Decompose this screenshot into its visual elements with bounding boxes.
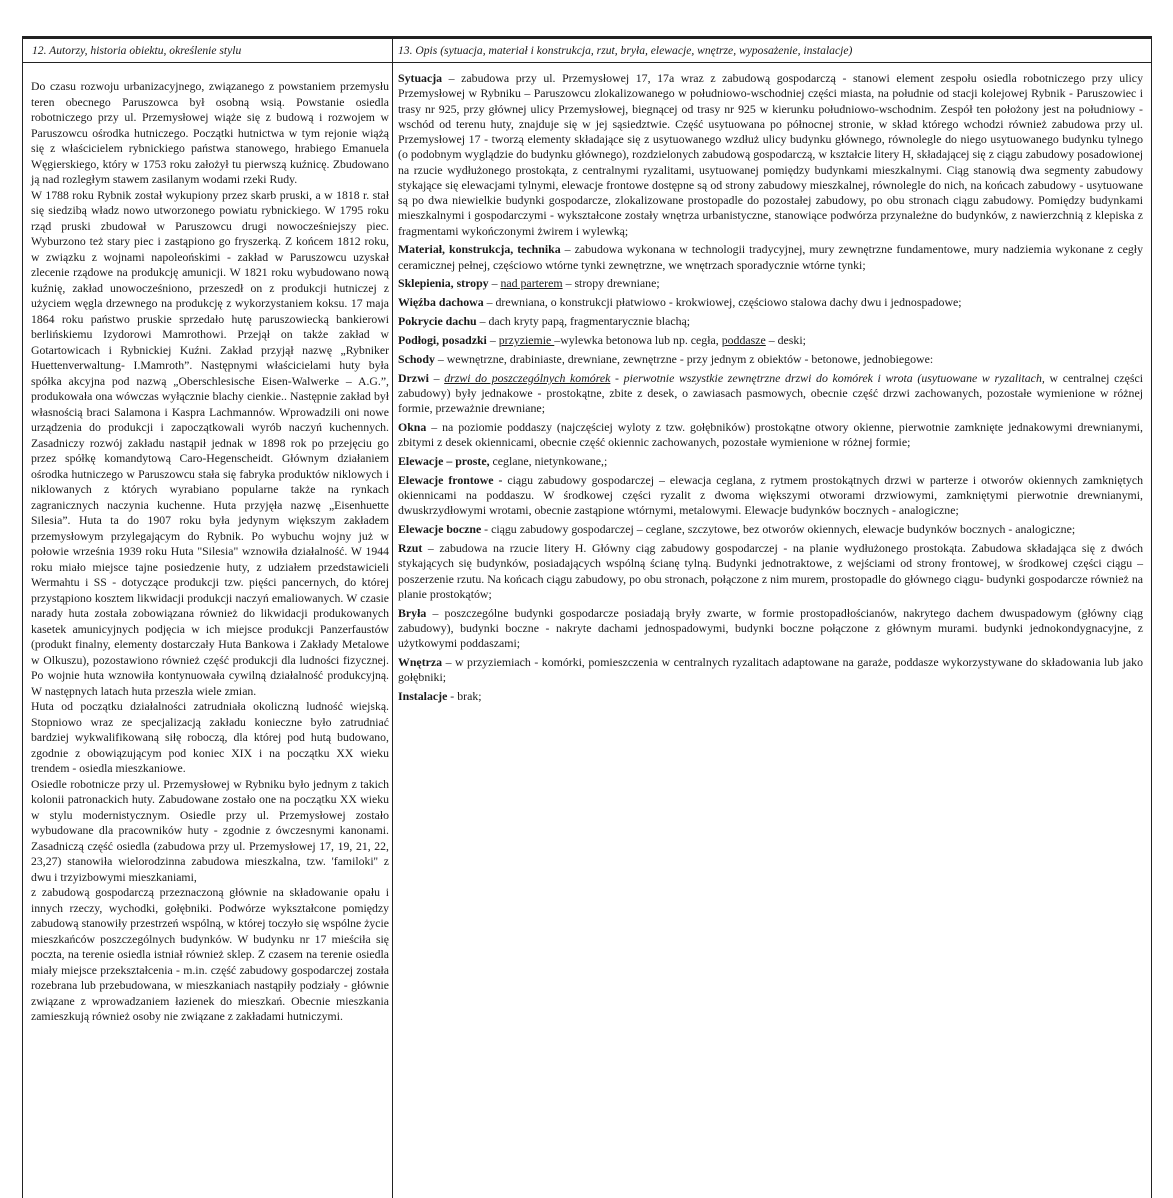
entry-underlined: nad parterem	[500, 276, 563, 291]
entry-sklepienia	[398, 276, 1143, 291]
entry-bryla	[398, 606, 1143, 652]
entry-sytuacja	[398, 71, 1143, 239]
entry-label: Schody	[398, 351, 435, 366]
entry-dash: –	[428, 370, 445, 385]
history-paragraph: Osiedle robotnicze przy ul. Przemysłowej w Rybniku było jednym z takich kolonii patronackich huty. Zabudowane zostało one na początku XX wieku w stylu modernistycznym. Osiedle przy ul. Przemysłowej zostało wybudowane dla pracowników huty - zgodnie z ówczesnymi kanonami. Zasadniczą część osiedla (zabudowa przy ul. Przemysłowej 17, 19, 21, 22, 23,27) stanowiła wielorodzinna zabudowa mieszkalna, tzw. 'familoki'' z dwu i trzyizbowymi mieszkaniami,	[31, 777, 389, 884]
entry-text: - brak;	[447, 689, 482, 704]
entry-text: – poszczególne budynki gospodarcze posiadają bryły zwarte, w formie prostopadłościanów, nakrytego dachem dwuspadowym (główny ciąg zabudowy), budynki boczne - nakryte dachami jednospadowymi, budynki boczne połączone z głównym murami. budynki jednokondygnacyjne, z użytkowymi poddaszami;	[398, 605, 1143, 651]
entry-text: – w przyziemiach - komórki, pomieszczenia w centralnych ryzalitach adaptowane na garaże, poddasze wykorzystywane do składowania lub jako gołębniki;	[398, 655, 1143, 685]
entry-text: – stropy drewniane;	[562, 276, 660, 291]
entry-label: Wnętrza	[398, 655, 443, 670]
entry-label: Pokrycie dachu	[398, 314, 477, 329]
entry-text: – zabudowa przy ul. Przemysłowej 17, 17a wraz z zabudową gospodarczą - stanowi element zespołu osiedla robotniczego przy ulicy Przemysłowej w Rybniku – Paruszowcu zlokalizowanego w południowo-wschodniej części miasta, na południe od stacji kolejowej Rybnik - Paruszowiec i trasy nr 925, przy głównej ulicy Przemysłowej, biegnącej od trasy nr 925 w kierunku południowo-wschodnim. Zespół ten położony jest na południowy - wschód od terenu huty, znajduje się w jej sąsiedztwie. Część usytuowana po północnej stronie, w skład którego wchodzi również zabudowa przy ul. Przemysłowej 17 - tworzą elementy składające się z usytuowanego wzdłuż ulicy budynku głównego, równolegle do niego usytuowanego budynku tylnego (o podobnym wyglądzie do budynku głównego), rozdzielonych zabudową gospodarczą, w kształcie litery H, składającej się z ciągu zabudowy posadowionej na rzucie wydłużonego prostokąta, z centralnymi ryzalitami, usytuowanej pomiędzy budynkami mieszkalnymi. Ciąg stanowią dwa segmenty zabudowy stykające się elewacjami tylnymi, elewacje frontowe dostępne są od strony zabudowy mieszkalnej, równolegle do nich, na końcach zabudowy - usytuowane są po dwa niewielkie budynki gospodarcze, zlokalizowane prostopadle do pozostałej zabudowy, po obu stronach ciągu zabudowy. Pomiędzy budynkami mieszkalnymi i gospodarczymi - wykształcone zostały wnętrza urbanistyczne, stanowiące podwórza przynależne do budynków, z nawierzchnią z klepiska z fragmentami wykończonymi żwirem i wylewką;	[398, 71, 1143, 238]
entry-label: Materiał, konstrukcja, technika	[398, 242, 561, 257]
section-13-header: 13. Opis (sytuacja, materiał i konstrukcja, rzut, bryła, elewacje, wnętrze, wyposażenie, instalacje)	[398, 44, 853, 57]
entry-text: – deski;	[765, 332, 806, 347]
entry-underlined: poddasze	[721, 332, 766, 347]
history-paragraph: Huta od początku działalności zatrudniała okoliczną ludność wiejską. Stopniowo wraz ze specjalizacją zakładu konieczne było zatrudniać bardziej wykwalifikowaną siłę roboczą, dla której pod hutą budowano, zgodnie z obowiązującym pod koniec XIX i na początku XX wieku trendem - osiedla mieszkaniowe.	[31, 700, 389, 775]
entry-label: Więźba dachowa	[398, 295, 484, 310]
entry-drzwi	[398, 371, 1143, 417]
entry-text: – drewniana, o konstrukcji płatwiowo - krokwiowej, częściowo stalowa dachy dwu i jednospadowe;	[483, 295, 962, 310]
entry-text: – zabudowa wykonana w technologii tradycyjnej, mury zewnętrzne fundamentowe, mury nadziemia wykonane z cegły ceramicznej pełnej, częściowo wtórne tynki zewnętrzne, we wnętrzach sporadycznie wtórne tynki;	[398, 242, 1143, 272]
column-divider	[392, 38, 393, 1198]
entry-label: Instalacje	[398, 689, 448, 704]
entry-podlogi	[398, 333, 1143, 348]
header-rule	[22, 62, 1152, 63]
entry-label: Elewacje frontowe -	[398, 472, 503, 487]
entry-underlined: drzwi do poszczególnych komórek	[444, 370, 611, 385]
entry-label: Sytuacja	[398, 71, 443, 85]
entry-text: w centralnej części zabudowy) były jednakowe - prostokątne, zbite z desek, o zawiasach pasmowych, obecnie część drzwi zachowanych, pozostałe wymienione w różnej formie, przeważnie drewniane;	[398, 370, 1143, 416]
entry-dash: –	[488, 276, 501, 291]
entry-label: Sklepienia, stropy	[398, 276, 489, 291]
entry-wiezba	[398, 295, 1143, 310]
entry-text: – dach kryty papą, fragmentarycznie blachą;	[476, 314, 691, 329]
history-column	[31, 79, 389, 1025]
entry-text: ciągu zabudowy gospodarczej – elewacja ceglana, z rytmem prostokątnych drzwi w parterze i otworów okiennych zamkniętych okiennicami na poddaszu. W środkowej części ryzalit z dwoma większymi otworami drzwiowymi, zamkniętymi pierwotnie drewnianymi, dwuskrzydłowymi wrotami, obecnie zastąpione wtórnymi, metalowymi. Elewacje budynków bocznych - analogiczne;	[398, 472, 1143, 518]
entry-instalacje	[398, 689, 1143, 704]
description-column	[398, 71, 1143, 708]
entry-underlined: przyziemie	[498, 332, 555, 347]
entry-italic: - pierwotnie wszystkie zewnętrzne drzwi do komórek i wrota (usytuowane w ryzalitach,	[610, 370, 1045, 385]
entry-label: Elewacje boczne	[398, 522, 482, 537]
entry-text: – na poziomie poddaszy (najczęściej wyloty z tzw. gołębników) prostokątne otwory okienne, pierwotnie zamknięte jednakowymi drewnianymi, zbitymi z desek okiennicami, obecnie część okiennic zachowanych, pozostałe wymienione w różnej formie;	[398, 420, 1143, 450]
history-paragraph: W 1788 roku Rybnik został wykupiony przez skarb pruski, a w 1818 r. stał się siedzibą władz nowo utworzonego powiatu rybnickiego. W 1795 roku rząd pruski zbudował w Paruszowcu drugi nowocześniejszy piec. Wyburzono też stary piec i zastąpiono go fryszerką. Z końcem 1812 roku, w związku z wojnami napoleońskimi - zakład w Paruszowcu uzyskał zlecenie rządowe na produkcję amunicji. W 1821 roku wybudowano nową kuźnię, zakład unowocześniono, przeszedł on z produkcji hutniczej z użyciem węgla drzewnego na produkcję z wykorzystaniem koksu. 17 maja 1864 roku państwo pruskie sprzedało hutę paruszowiecką bankierowi berlińskiemu Izydorowi Mamrothowi. Przejął on także zakład w Gotartowicach i Rybnickiej Kuźni. Zakład przyjął nazwę „Rybniker Huettenverwaltung- I.Mamroth”. Następnymi właścicielami huty była spółka akcyjna pod nazwą „Oberschlesische Eisen-Walwerke – A.G.”, produkowała ona wówczas wyłącznie blachy cienkie.. Następnie zakład był własnością braci Salamona i Kaspra Lachmannów. Wprowadzili oni nowe urządzenia do produkcji i zapoczątkowali wyrób naczyń kuchennych. Zasadniczy rozwój zakładu nastąpił jednak w 1898 rok po przejęciu go przez spółkę komandytową Caro-Hegenscheidt. Głównym działaniem ośrodka hutniczego w Paruszowcu stała się fabryka produktów niklowych i niklowanych z których wyrabiano popularne także na rynkach zagranicznych naczynia kuchenne. Huta przyjęła nazwę „Eisenhuette Silesia”. Huta ta do 1907 roku była jedynym większym zakładem przemysłowym przylegającym do Rybnik. Po wybuchu wojny już w połowie września 1939 roku Huta "Silesia" wznowiła działalność. W 1944 roku miało miejsce tajne posiedzenie huty, z udziałem przedstawicieli Wermahtu i SS - dotyczące produkcji tzw. pięści pancernych, do której przystąpiono kosztem likwidacji produkcji naczyń emaliowanych. W czasie narady huta została zobowiązana również do likwidacji produkowanych kasetek amunicyjnych podjęcia w ich miejsce produkcji Panzerfaustów (produkt finalny, elementy dostarczały Huta Bankowa i Zakłady Metalowe w Olkuszu), pozostawiono również część produkcji dla ludności fizycznej. Po wojnie huta wznowiła kontynuowała cywilną działalność produkcyjną. W następnych latach huta przeszła wiele zmian.	[31, 188, 389, 698]
entry-elewacje-frontowe	[398, 473, 1143, 519]
section-12-header: 12. Autorzy, historia obiektu, określenie stylu	[32, 44, 242, 57]
entry-text: – wewnętrzne, drabiniaste, drewniane, zewnętrzne - przy jednym z obiektów - betonowe, jednobiegowe:	[434, 351, 934, 366]
entry-text: ceglane, nietynkowane,;	[489, 454, 608, 469]
entry-rzut	[398, 541, 1143, 602]
history-paragraph: Do czasu rozwoju urbanizacyjnego, związanego z powstaniem przemysłu teren obecnego Paruszowca był osobną wsią. Powstanie osiedla robotniczego przy ul. Przemysłowej wiąże się z budową i rozwojem w Paruszowcu ośrodka hutniczego. Początki hutnictwa w tym rejonie wiążą się z właścicielem rybnickiego państwa stanowego, hrabiego Emanuela Węgierskiego, który w 1753 roku założył tu pierwszą kuźnicę. Zbudowano ją nad rozległym stawem zasilanym wodami rzeki Rudy.	[31, 80, 389, 186]
entry-okna	[398, 420, 1143, 451]
entry-elewacje-proste	[398, 454, 1143, 469]
entry-label: Drzwi	[398, 370, 429, 385]
entry-label: Okna	[398, 420, 427, 434]
entry-dash: –	[486, 332, 499, 347]
entry-wnetrza	[398, 655, 1143, 686]
entry-schody	[398, 352, 1143, 367]
entry-material	[398, 242, 1143, 273]
entry-label: Bryła	[398, 605, 427, 620]
entry-text: – zabudowa na rzucie litery H. Główny ciąg zabudowy gospodarczej - na planie wydłużonego prostokąta. Zabudowa składająca się z dwóch stykających się budynków, posiadających wspólną ścianę tylną. Budynki jednotraktowe, z wejściami od strony frontowej, w środkowej części ciągu – poszerzenie rzutu. Na końcach ciągu zabudowy, po obu stronach, połączone z nim murem, prostopadle do głównego ciągu- budynki gospodarcze również na planie prostokątów;	[398, 541, 1143, 601]
entry-pokrycie	[398, 314, 1143, 329]
entry-label: Elewacje – proste,	[398, 454, 490, 469]
entry-elewacje-boczne	[398, 522, 1143, 537]
entry-label: Podłogi, posadzki	[398, 332, 487, 347]
entry-text: - ciągu zabudowy gospodarczej – ceglane, szczytowe, bez otworów okiennych, elewacje budynków bocznych - analogiczne;	[481, 522, 1076, 537]
entry-label: Rzut	[398, 541, 423, 556]
history-paragraph: z zabudową gospodarczą przeznaczoną głównie na składowanie opału i innych rzeczy, wychodki, gołębniki. Podwórze wykształcone pomiędzy zabudową stanowiły przestrzeń wspólną, w której toczyło się wspólne życie mieszkańców poszczególnych budynków. W budynku nr 17 mieściła się poczta, na terenie osiedla istniał również sklep. Z czasem na terenie osiedla miały miejsce przekształcenia - m.in. część zabudowy gospodarczej została rozebrana lub przebudowana, w mieszkaniach nastąpiły podziały - głównie związane z wprowadzaniem łazienek do mieszkań. Obecnie mieszkania zamieszkują również osoby nie związane z zakładami hutniczymi.	[31, 886, 389, 1023]
entry-text: –wylewka betonowa lub np. cegła,	[554, 332, 722, 347]
